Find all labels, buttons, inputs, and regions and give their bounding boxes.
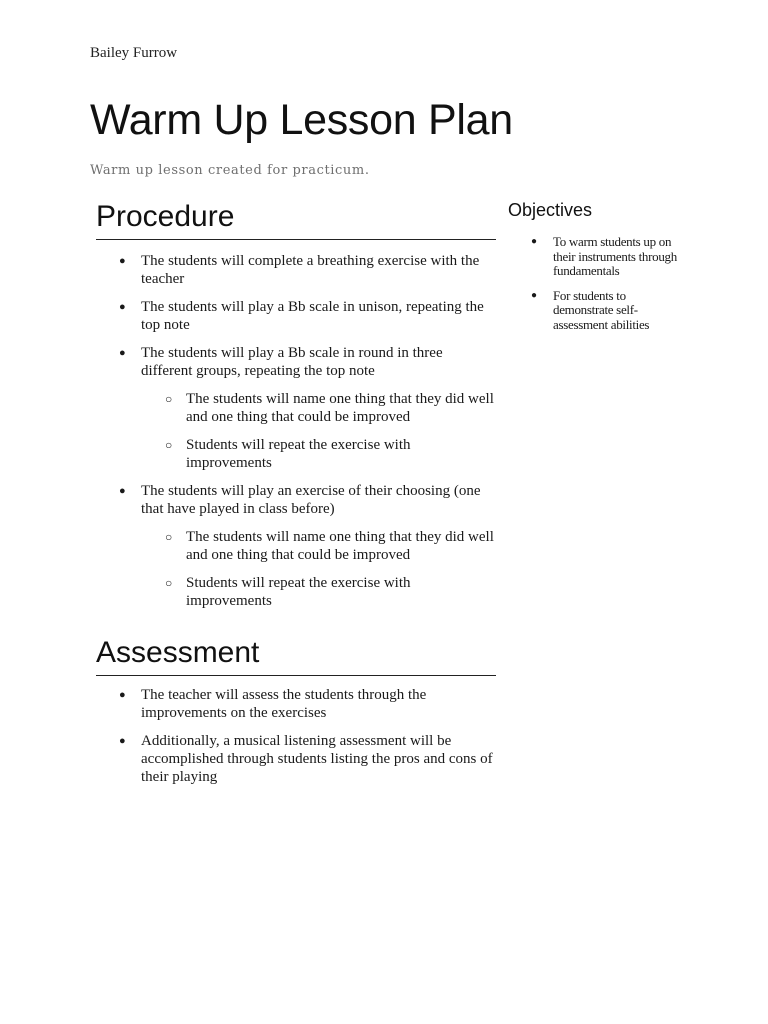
bullet-icon: ● xyxy=(119,255,126,267)
objective-item-text: For students to demonstrate self-assessment abilities xyxy=(553,287,650,332)
assessment-item xyxy=(96,732,496,786)
hollow-bullet-icon: ○ xyxy=(165,576,173,590)
author-name: Bailey Furrow xyxy=(90,45,178,61)
bullet-icon: ● xyxy=(531,289,537,301)
assessment-item-text: The teacher will assess the students through the improvements on the exercises xyxy=(141,687,427,721)
procedure-sublist xyxy=(141,390,496,472)
bullet-icon: ● xyxy=(119,689,126,701)
document-title: Warm Up Lesson Plan xyxy=(90,96,513,144)
procedure-item-text: The students will play a Bb scale in round in three different groups, repeating the top note xyxy=(141,345,443,379)
procedure-item xyxy=(96,252,496,288)
objective-item xyxy=(508,235,688,279)
procedure-subitem xyxy=(141,528,496,564)
hollow-bullet-icon: ○ xyxy=(165,438,173,452)
procedure-subitem xyxy=(141,574,496,610)
procedure-item-text: The students will complete a breathing exercise with the teacher xyxy=(141,253,480,287)
procedure-subitem-text: Students will repeat the exercise with improvements xyxy=(186,575,411,609)
hollow-bullet-icon: ○ xyxy=(165,392,173,406)
procedure-list xyxy=(96,252,496,610)
document-subtitle: Warm up lesson created for practicum. xyxy=(90,163,370,178)
assessment-section xyxy=(96,636,496,786)
procedure-item-text: The students will play an exercise of their choosing (one that have played in class before) xyxy=(141,483,481,517)
procedure-subitem-text: Students will repeat the exercise with improvements xyxy=(186,437,411,471)
procedure-heading: Procedure xyxy=(96,200,496,240)
procedure-section xyxy=(96,200,496,610)
bullet-icon: ● xyxy=(119,347,126,359)
objective-item-text: To warm students up on their instruments through fundamentals xyxy=(553,234,677,278)
procedure-subitem xyxy=(141,390,496,426)
procedure-item xyxy=(96,482,496,610)
bullet-icon: ● xyxy=(119,301,126,313)
procedure-subitem-text: The students will name one thing that they did well and one thing that could be improved xyxy=(186,391,494,425)
objective-item xyxy=(508,289,688,333)
bullet-icon: ● xyxy=(531,236,537,247)
assessment-item-text: Additionally, a musical listening assessment will be accomplished through students listing the pros and cons of their playing xyxy=(141,733,493,785)
procedure-subitem-text: The students will name one thing that they did well and one thing that could be improved xyxy=(186,529,494,563)
assessment-item xyxy=(96,686,496,722)
bullet-icon: ● xyxy=(119,735,126,747)
procedure-item xyxy=(96,344,496,472)
bullet-icon: ● xyxy=(119,485,126,497)
objectives-section xyxy=(508,200,688,332)
assessment-list xyxy=(96,686,496,786)
procedure-item xyxy=(96,298,496,334)
assessment-heading: Assessment xyxy=(96,636,496,676)
procedure-item-text: The students will play a Bb scale in unison, repeating the top note xyxy=(141,299,484,333)
objectives-list xyxy=(508,235,688,332)
hollow-bullet-icon: ○ xyxy=(165,530,173,544)
procedure-sublist xyxy=(141,528,496,610)
objectives-heading: Objectives xyxy=(508,200,593,220)
procedure-subitem xyxy=(141,436,496,472)
